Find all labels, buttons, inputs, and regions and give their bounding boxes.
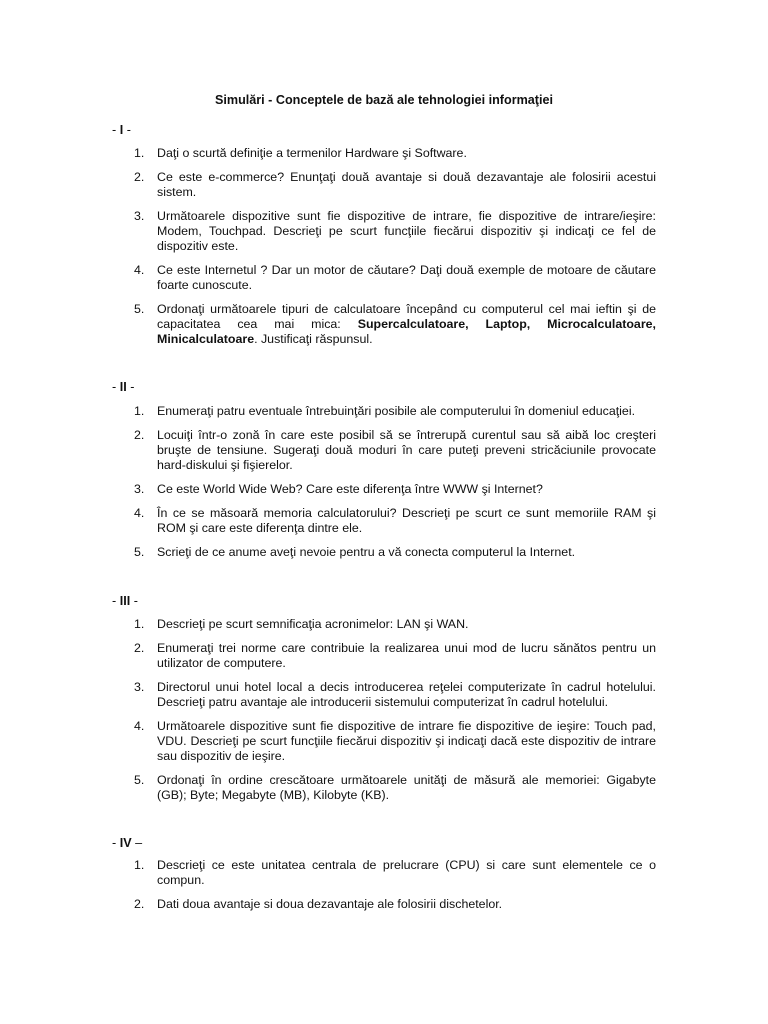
- section-heading-suffix: –: [131, 836, 143, 850]
- question-text: Locuiţi într-o zonă în care este posibil să se întrerupă curentul sau să aibă loc creşteri bruşte de tensiune. Sugeraţi două moduri în care puteţi preveni stricăciunile provocate hard-diskului şi fişierelor.: [157, 428, 656, 472]
- question-list-iv: [112, 858, 656, 921]
- question-item: [112, 404, 656, 419]
- question-item: [112, 897, 656, 912]
- section-heading-iv: [112, 836, 142, 851]
- question-text: Ce este e-commerce? Enunţaţi două avantaje si două dezavantaje ale folosirii acestui sistem.: [157, 170, 656, 199]
- question-item: [112, 263, 656, 293]
- question-number: 3.: [134, 680, 145, 694]
- question-number: 1.: [134, 617, 145, 631]
- section-heading-numeral: II: [119, 380, 127, 394]
- question-list-ii: [112, 404, 656, 569]
- question-number: 2.: [134, 170, 145, 184]
- question-number: 1.: [134, 858, 145, 872]
- section-heading-prefix: -: [112, 836, 120, 850]
- question-number: 5.: [134, 545, 145, 559]
- question-number: 4.: [134, 506, 145, 520]
- question-item: [112, 209, 656, 254]
- question-number: 2.: [134, 428, 145, 442]
- question-item: [112, 773, 656, 803]
- question-item: [112, 146, 656, 161]
- section-heading-suffix: -: [123, 123, 131, 137]
- question-number: 2.: [134, 897, 145, 911]
- question-text: [157, 302, 656, 347]
- question-number: 5.: [134, 302, 145, 316]
- question-text: Următoarele dispozitive sunt fie dispozitive de intrare, fie dispozitive de intrare/ieşire: Modem, Touchpad. Descrieţi pe scurt funcţiile fiecărui dispozitiv şi indicaţi ce fel de dispozitiv este.: [157, 209, 656, 253]
- section-heading-suffix: -: [130, 594, 138, 608]
- question-text: Enumeraţi trei norme care contribuie la realizarea unui mod de lucru sănătos pentru un utilizator de computere.: [157, 641, 656, 670]
- question-number: 4.: [134, 263, 145, 277]
- question-list-i: [112, 146, 656, 356]
- question-text: Dati doua avantaje si doua dezavantaje ale folosirii dischetelor.: [157, 897, 503, 911]
- question-text-start: Ordonaţi următoarele tipuri de calculatoare începând cu computerul cel mai ieftin şi de capacitatea cea mai mica:: [157, 302, 656, 331]
- section-heading-prefix: -: [112, 123, 120, 137]
- question-text: Scrieţi de ce anume aveţi nevoie pentru a vă conecta computerul la Internet.: [157, 545, 576, 559]
- question-item: [112, 170, 656, 200]
- question-item: [112, 482, 656, 497]
- question-item: [112, 641, 656, 671]
- question-number: 1.: [134, 146, 145, 160]
- question-text-bold: Supercalculatoare, Laptop, Microcalculatoare, Minicalculatoare: [157, 317, 656, 346]
- section-heading-prefix: -: [112, 594, 120, 608]
- question-list-iii: [112, 617, 656, 812]
- question-text: Descrieţi ce este unitatea centrala de prelucrare (CPU) si care sunt elementele ce o compun.: [157, 858, 656, 887]
- question-text: Daţi o scurtă definiţie a termenilor Hardware şi Software.: [157, 146, 467, 160]
- page-title: Simulări - Conceptele de bază ale tehnologiei informaţiei: [214, 93, 553, 107]
- section-heading-prefix: -: [112, 380, 120, 394]
- question-number: 2.: [134, 641, 145, 655]
- question-item: [112, 506, 656, 536]
- section-heading-numeral: I: [119, 123, 124, 137]
- question-item: [112, 617, 656, 632]
- question-number: 4.: [134, 719, 145, 733]
- question-text: Ce este Internetul ? Dar un motor de căutare? Daţi două exemple de motoare de căutare foarte cunoscute.: [157, 263, 656, 292]
- question-item: [112, 428, 656, 473]
- section-heading-i: [112, 123, 131, 138]
- section-heading-ii: [112, 380, 134, 395]
- section-heading-suffix: -: [126, 380, 135, 394]
- question-item: [112, 858, 656, 888]
- question-text: Ce este World Wide Web? Care este diferenţa între WWW şi Internet?: [157, 482, 543, 496]
- question-text: Următoarele dispozitive sunt fie dispozitive de intrare fie dispozitive de ieşire: Touch pad, VDU. Descrieţi pe scurt funcţiile fiecărui dispozitiv şi indicaţi dacă este dispozitiv de intrare sau dispozitiv de ieşire.: [157, 719, 656, 763]
- question-text-end: . Justificaţi răspunsul.: [254, 332, 373, 346]
- question-text: Ordonaţi în ordine crescătoare următoarele unităţi de măsură ale memoriei: Gigabyte (GB); Byte; Megabyte (MB), Kilobyte (KB).: [157, 773, 656, 802]
- section-heading-numeral: IV: [119, 836, 132, 850]
- question-item: [112, 302, 656, 347]
- question-number: 3.: [134, 209, 145, 223]
- question-number: 3.: [134, 482, 145, 496]
- question-text: Enumeraţi patru eventuale întrebuinţări posibile ale computerului în domeniul educaţiei.: [157, 404, 636, 418]
- question-number: 5.: [134, 773, 145, 787]
- question-text: Directorul unui hotel local a decis introducerea reţelei computerizate în cadrul hotelului. Descrieţi patru avantaje ale introducerii sistemului computerizat în cadrul hotelului.: [157, 680, 656, 709]
- question-text: În ce se măsoară memoria calculatorului? Descrieţi pe scurt ce sunt memoriile RAM şi ROM şi care este diferenţa dintre ele.: [157, 506, 656, 535]
- question-item: [112, 719, 656, 764]
- question-item: [112, 545, 656, 560]
- section-heading-iii: [112, 594, 138, 609]
- question-item: [112, 680, 656, 710]
- question-number: 1.: [134, 404, 145, 418]
- section-heading-numeral: III: [119, 594, 131, 608]
- question-text: Descrieţi pe scurt semnificaţia acronimelor: LAN şi WAN.: [157, 617, 469, 631]
